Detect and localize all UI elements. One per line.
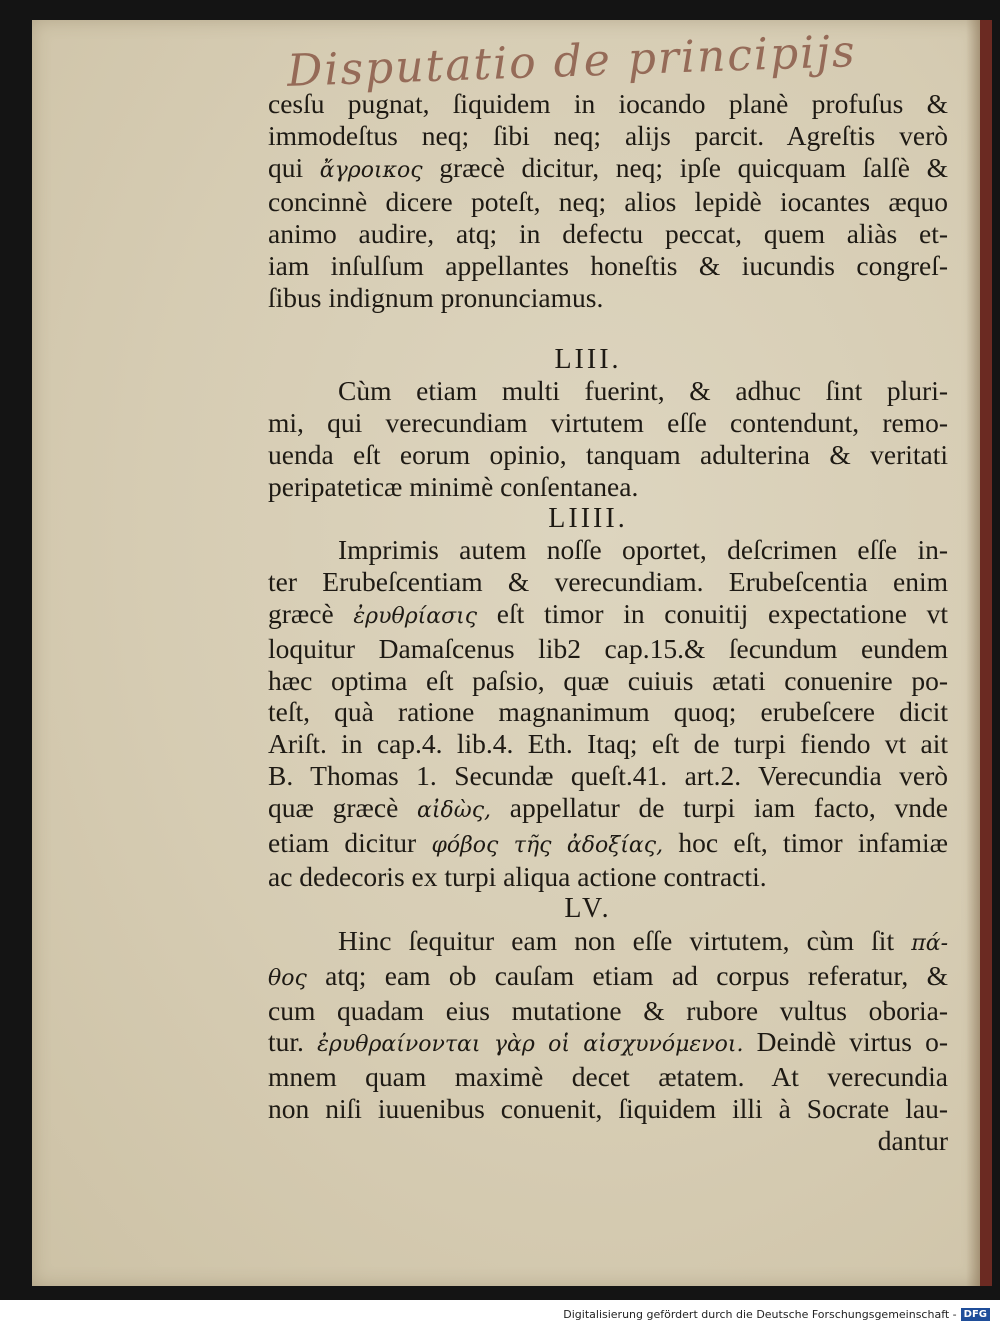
text-line: cesſu pugnat, ſiquidem in iocando planè profuſus & [268,88,948,119]
digitization-credit [557,1306,992,1322]
text-line: hæc optima eſt paſsio, quæ cuiuis ætati conuenire po- [268,664,948,696]
text-segment: Hinc ſequitur eam non eſſe virtutem, cùm ſit [338,924,895,956]
text-line: Cùm etiam multi fuerint, & adhuc ſint pluri- [338,375,948,407]
text-segment: Deindè virtus o- [756,1026,949,1058]
text-line [268,960,948,995]
text-line: loquitur Damaſcenus lib2 cap.15.& ſecundum eundem [268,632,948,664]
text-line: ac dedecoris ex turpi aliqua actione contracti. [268,861,767,893]
text-segment: hoc eſt, timor infamiæ [678,826,949,858]
text-line [268,792,948,827]
greek-word: θος [268,965,307,991]
text-line [268,152,948,187]
text-line: immodeſtus neq; ſibi neq; alijs parcit. Agreſtis verò [268,119,948,151]
text-line: peripateticæ minimè conſentanea. [268,470,639,502]
text-line [268,598,948,633]
book-page [32,20,980,1286]
text-segment: græcè [268,597,334,629]
text-line: teſt, quà ratione magnanimum quoq; erubeſcere dicit [268,696,948,728]
text-line: Ariſt. in cap.4. lib.4. Eth. Itaq; eſt de turpi fiendo vt ait [268,728,948,760]
section-heading: LV. [564,893,612,925]
credit-text: Digitalisierung gefördert durch die Deutsche Forschungsgemeinschaft - [563,1307,957,1321]
text-segment: atq; eam ob cauſam etiam ad corpus referatur, & [325,959,948,991]
dfg-logo-icon: DFG [961,1308,990,1321]
text-line: mi, qui verecundiam virtutem eſſe contendunt, remo- [268,407,948,439]
page-body [268,88,948,1157]
text-segment: quæ græcè [268,791,399,823]
text-line: concinnè dicere poteſt, neq; alios lepidè iocantes æquo [268,186,948,218]
greek-word: πά- [911,930,948,956]
book-spine-edge [980,20,992,1286]
section-heading: LIII. [554,343,622,375]
text-line: ter Erubeſcentiam & verecundiam. Erubeſcentia enim [268,566,948,598]
text-line: mnem quam maximè decet ætatem. At verecundia [268,1061,948,1093]
greek-word: ἐρυθραίνονται γὰρ οἱ αἰσχυνόμενοι. [317,1032,744,1058]
greek-word: ἄγροικος [319,157,423,183]
text-line [268,827,948,862]
text-line: B. Thomas 1. Secundæ queſt.41. art.2. Verecundia verò [268,759,948,791]
text-segment: eſt timor in conuitij expectatione vt [496,597,949,629]
text-segment: etiam dicitur [268,826,417,858]
text-line: Imprimis autem noſſe oportet, deſcrimen eſſe in- [338,534,948,566]
text-segment: græcè dicitur, neq; ipſe quicquam ſalſè & [439,151,949,183]
text-segment: qui [268,151,304,183]
text-segment: tur. [268,1026,304,1058]
text-line: uenda eſt eorum opinio, tanquam adulterina & veritati [268,438,948,470]
text-line: non niſi iuuenibus conuenit, ſiquidem illi à Socrate lau- [268,1092,948,1124]
text-line: animo audire, atq; in defectu peccat, quem aliàs et- [268,218,948,250]
text-line [268,925,948,960]
text-line: iam inſulſum appellantes honeſtis & iucundis congreſ- [268,249,948,281]
greek-word: ἐρυθρίασις [353,603,478,629]
text-segment: appellatur de turpi iam facto, vnde [509,791,948,823]
text-line [268,1026,948,1061]
greek-word: αἰδὼς, [417,797,492,823]
catchword: dantur [877,1124,948,1156]
section-heading: LIIII. [548,502,628,534]
handwritten-note: Disputatio de principijs [286,26,858,97]
page-edge-shadow [966,20,980,1286]
text-line: ſibus indignum pronunciamus. [268,281,604,313]
text-line: cum quadam eius mutatione & rubore vultus oboria- [268,994,948,1026]
greek-word: φόβος τῆς ἀδοξίας, [431,832,664,858]
